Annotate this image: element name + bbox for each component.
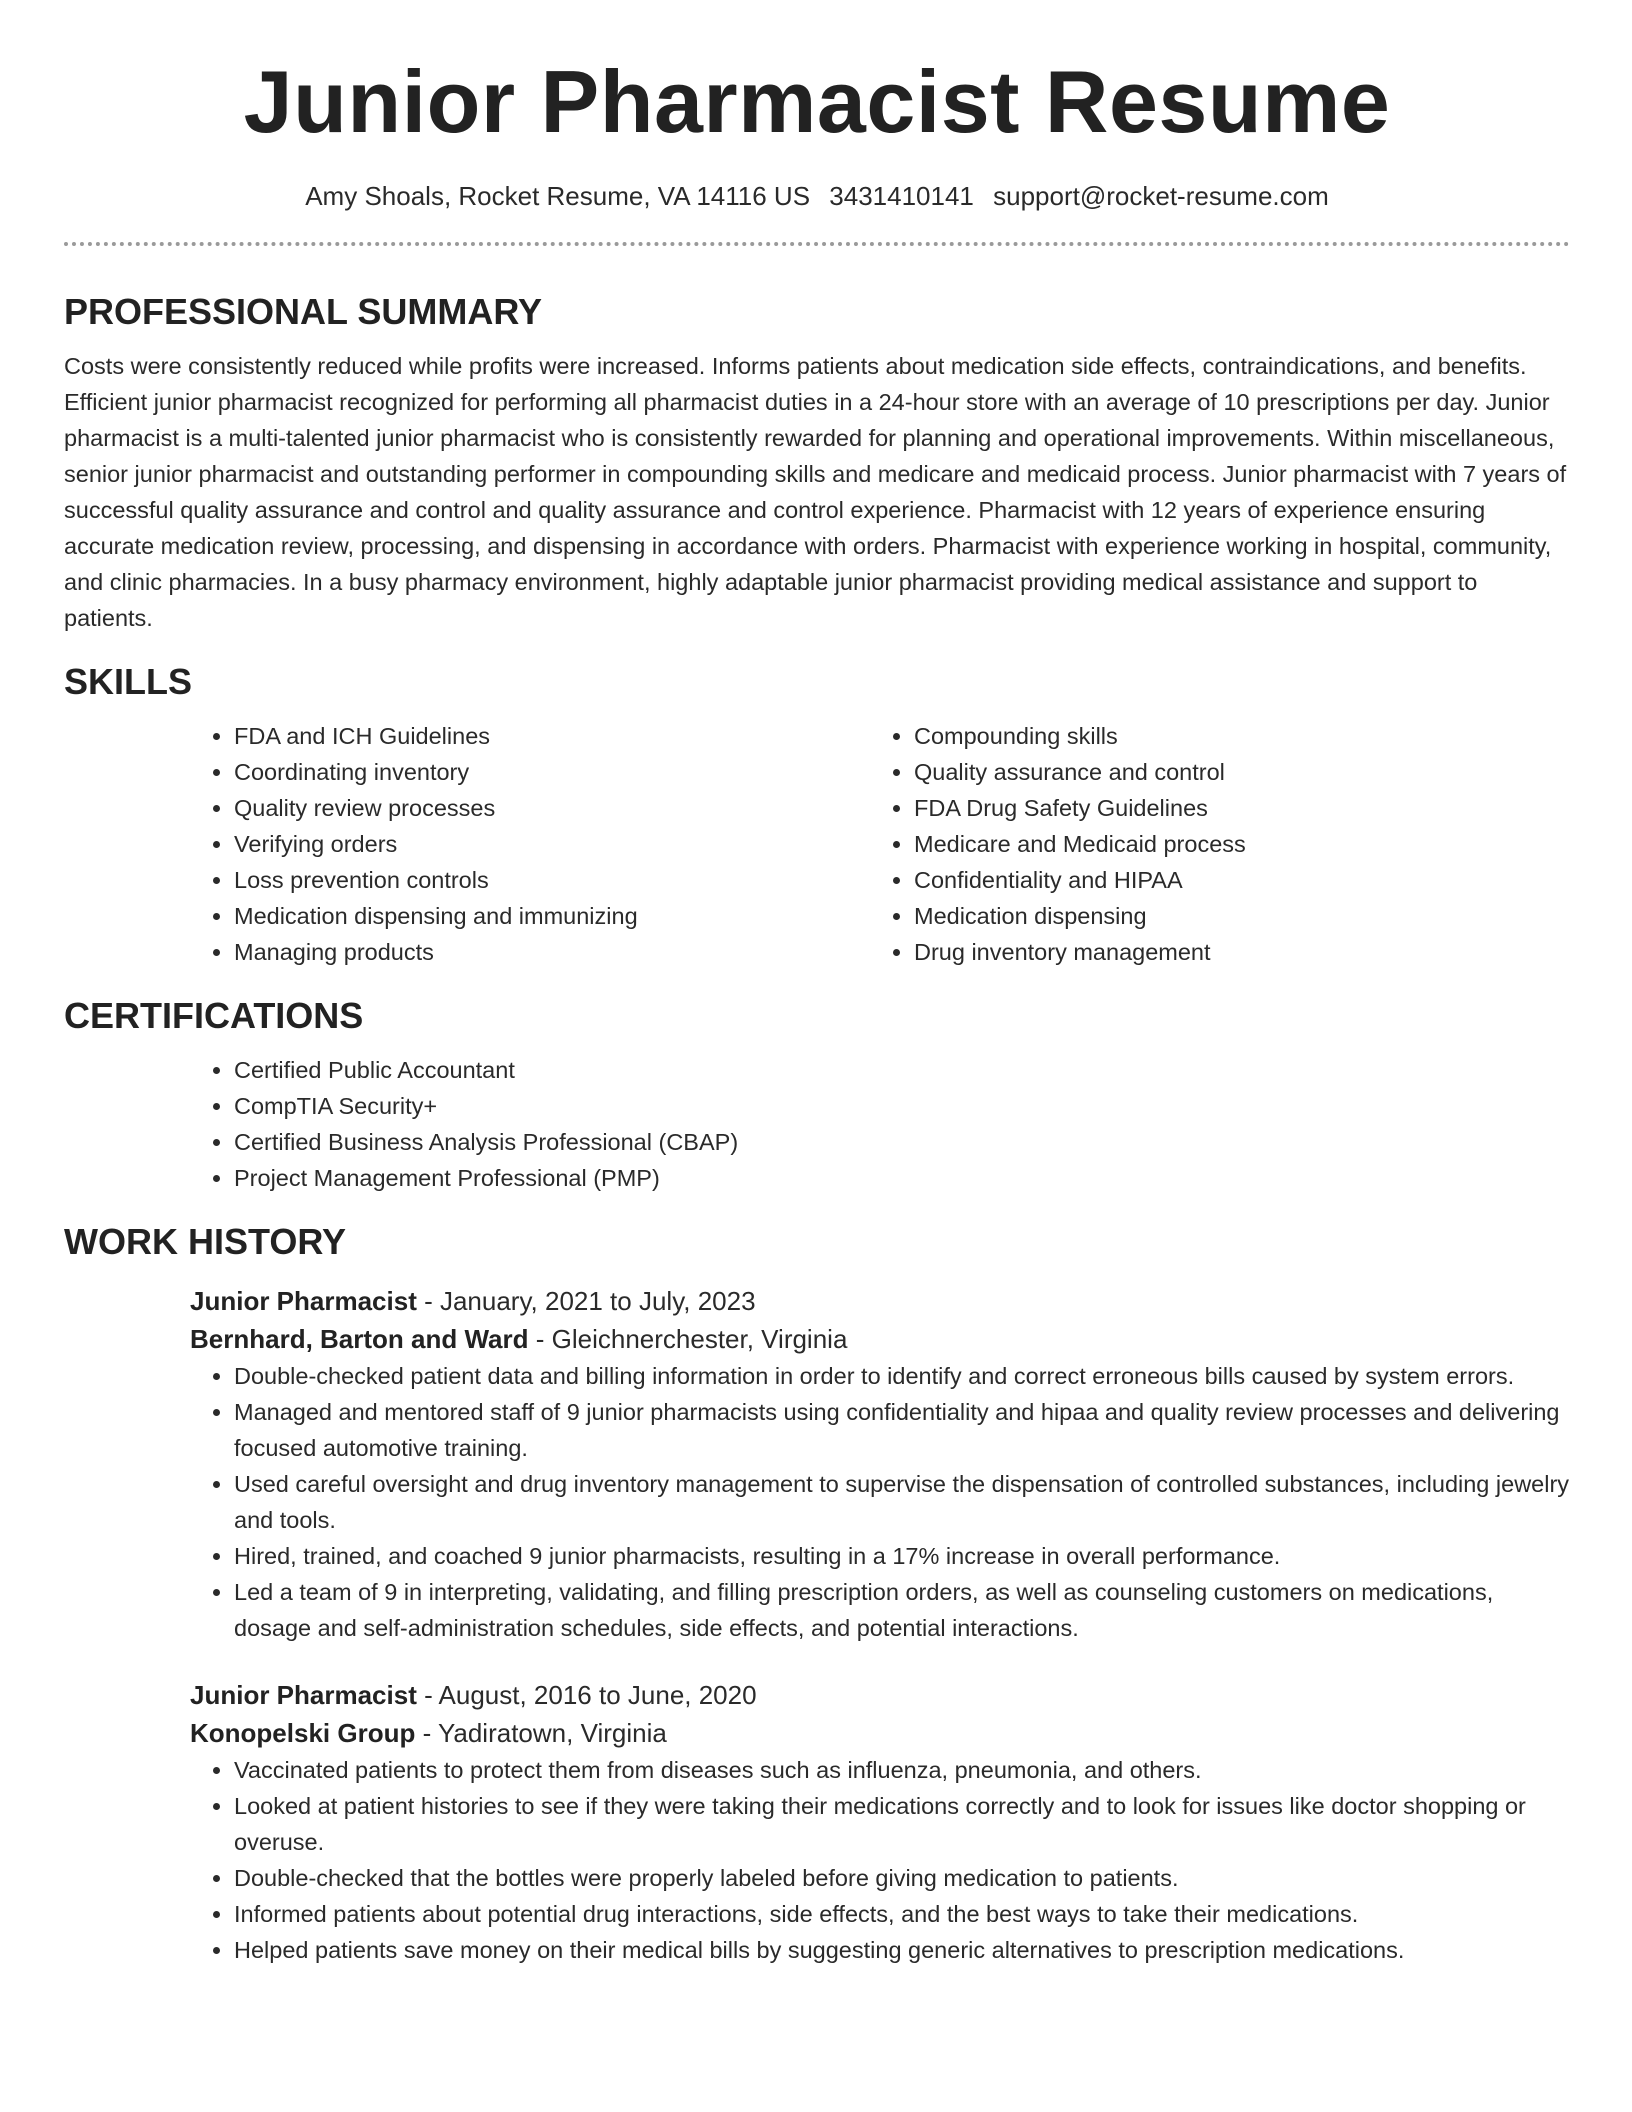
job-location: - Yadiratown, Virginia	[415, 1718, 667, 1748]
certification-item: • Project Management Professional (PMP)	[234, 1160, 1570, 1196]
certification-item: • Certified Business Analysis Professional (CBAP)	[234, 1124, 1570, 1160]
header-divider	[64, 242, 1570, 246]
contact-line	[64, 180, 1570, 212]
skill-item: • Medication dispensing	[914, 898, 1550, 934]
certifications-section	[64, 994, 1570, 1196]
skill-item: • Confidentiality and HIPAA	[914, 862, 1550, 898]
job-entry	[190, 1676, 1570, 1968]
skill-item: • Medication dispensing and immunizing	[234, 898, 870, 934]
skill-item: • Medicare and Medicaid process	[914, 826, 1550, 862]
resume-page	[64, 0, 1570, 1968]
skill-item: • Loss prevention controls	[234, 862, 870, 898]
job-bullet: • Looked at patient histories to see if they were taking their medications correctly and to look for issues like doctor shopping or overuse.	[234, 1788, 1570, 1860]
skills-list-right	[870, 718, 1550, 970]
job-company: Bernhard, Barton and Ward	[190, 1324, 529, 1354]
summary-text: Costs were consistently reduced while profits were increased. Informs patients about medication side effects, contraindications, and benefits. Efficient junior pharmacist recognized for performing all pharmacist duties in a 24-hour store with an average of 10 prescriptions per day. Junior pharmacist is a multi-talented junior pharmacist who is consistently rewarded for planning and operational improvements. Within miscellaneous, senior junior pharmacist and outstanding performer in compounding skills and medicare and medicaid process. Junior pharmacist with 7 years of successful quality assurance and control and quality assurance and control experience. Pharmacist with 12 years of experience ensuring accurate medication review, processing, and dispensing in accordance with orders. Pharmacist with experience working in hospital, community, and clinic pharmacies. In a busy pharmacy environment, highly adaptable junior pharmacist providing medical assistance and support to patients.	[64, 353, 1567, 631]
certification-item: • Certified Public Accountant	[234, 1052, 1570, 1088]
job-title: Junior Pharmacist	[190, 1680, 417, 1710]
job-title-line	[190, 1282, 1570, 1320]
job-bullet: • Helped patients save money on their medical bills by suggesting generic alternatives to prescription medications.	[234, 1932, 1570, 1968]
resume-title: Junior Pharmacist Resume	[243, 52, 1391, 151]
summary-section	[64, 290, 1570, 636]
job-company: Konopelski Group	[190, 1718, 416, 1748]
skill-item: • Managing products	[234, 934, 870, 970]
skills-grid	[190, 718, 1570, 970]
certifications-body	[190, 1052, 1570, 1196]
certification-item: • CompTIA Security+	[234, 1088, 1570, 1124]
job-location: - Gleichnerchester, Virginia	[528, 1324, 848, 1354]
skills-column-left	[190, 718, 870, 970]
job-bullet: • Vaccinated patients to protect them from diseases such as influenza, pneumonia, and others.	[234, 1752, 1570, 1788]
skill-item: • Quality review processes	[234, 790, 870, 826]
job-bullet: • Double-checked patient data and billing information in order to identify and correct erroneous bills caused by system errors.	[234, 1358, 1570, 1394]
job-dates: - August, 2016 to June, 2020	[416, 1680, 757, 1710]
certifications-heading: CERTIFICATIONS	[64, 995, 364, 1036]
skill-item: • FDA Drug Safety Guidelines	[914, 790, 1550, 826]
job-bullet: • Led a team of 9 in interpreting, validating, and filling prescription orders, as well as counseling customers on medications, dosage and self-administration schedules, side effects, and potential interactions.	[234, 1574, 1570, 1646]
job-bullet-list	[190, 1752, 1570, 1968]
job-bullet: • Informed patients about potential drug interactions, side effects, and the best ways to take their medications.	[234, 1896, 1570, 1932]
skills-section	[64, 660, 1570, 970]
job-company-line	[190, 1714, 1570, 1752]
skills-list-left	[190, 718, 870, 970]
skills-column-right	[870, 718, 1550, 970]
job-bullet: • Used careful oversight and drug inventory management to supervise the dispensation of controlled substances, including jewelry and tools.	[234, 1466, 1570, 1538]
job-title: Junior Pharmacist	[190, 1286, 417, 1316]
work-history-heading: WORK HISTORY	[64, 1221, 347, 1262]
summary-heading: PROFESSIONAL SUMMARY	[64, 291, 543, 332]
job-bullet: • Managed and mentored staff of 9 junior pharmacists using confidentiality and hipaa and quality review processes and delivering focused automotive training.	[234, 1394, 1570, 1466]
job-bullet-list	[190, 1358, 1570, 1646]
skill-item: • Drug inventory management	[914, 934, 1550, 970]
skill-item: • Quality assurance and control	[914, 754, 1550, 790]
contact-address: Amy Shoals, Rocket Resume, VA 14116 US	[305, 181, 811, 211]
skill-item: • FDA and ICH Guidelines	[234, 718, 870, 754]
work-history-section	[64, 1220, 1570, 1968]
job-bullet: • Hired, trained, and coached 9 junior pharmacists, resulting in a 17% increase in overall performance.	[234, 1538, 1570, 1574]
job-dates: - January, 2021 to July, 2023	[416, 1286, 756, 1316]
contact-email: support@rocket-resume.com	[993, 181, 1329, 211]
certifications-list	[190, 1052, 1570, 1196]
skill-item: • Compounding skills	[914, 718, 1550, 754]
job-company-line	[190, 1320, 1570, 1358]
job-bullet: • Double-checked that the bottles were properly labeled before giving medication to patients.	[234, 1860, 1570, 1896]
job-entry	[190, 1282, 1570, 1646]
contact-phone: 3431410141	[829, 181, 974, 211]
skill-item: • Verifying orders	[234, 826, 870, 862]
skills-heading: SKILLS	[64, 661, 193, 702]
job-title-line	[190, 1676, 1570, 1714]
skill-item: • Coordinating inventory	[234, 754, 870, 790]
